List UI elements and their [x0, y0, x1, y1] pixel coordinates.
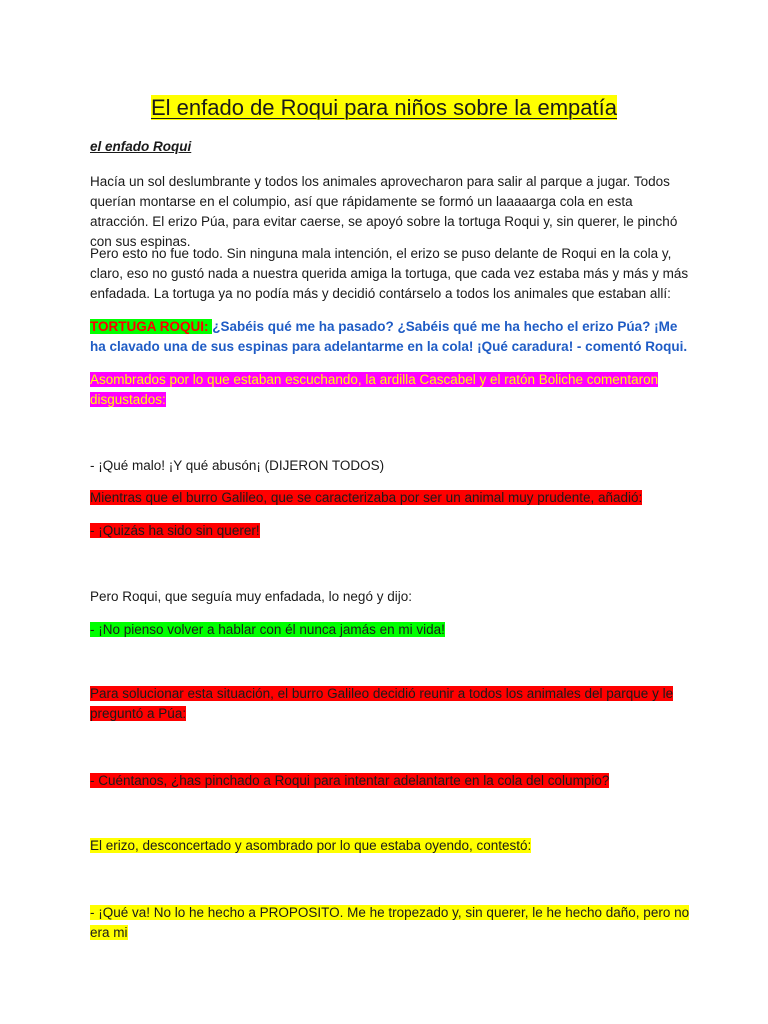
paragraph-astonished — [90, 370, 690, 410]
hedgehog-answered-text: El erizo, desconcertado y asombrado por lo que estaba oyendo, contestó: — [90, 838, 532, 853]
question-pua-text: - Cuéntanos, ¿has pinchado a Roqui para intentar adelantarte en la cola del columpio? — [90, 773, 610, 788]
paragraph-roqui-speech — [90, 317, 690, 357]
not-on-purpose-text: - ¡Qué va! No lo he hecho a PROPOSITO. Me he tropezado y, sin querer, le he hecho daño, pero no era mi — [90, 905, 690, 940]
paragraph-galileo-gathers — [90, 684, 690, 724]
paragraph-roqui-denied: Pero Roqui, que seguía muy enfadada, lo negó y dijo: — [90, 589, 412, 604]
paragraph-continuation: Pero esto no fue todo. Sin ninguna mala intención, el erizo se puso delante de Roqui en la cola y, claro, eso no gustó nada a nuestra querida amiga la tortuga, que cada vez estaba más y más y más enfadada. La tortuga ya no podía más y decidió contárselo a todos los animales que estaban allí: — [90, 246, 689, 301]
paragraph-not-on-purpose — [90, 903, 690, 943]
paragraph-never-speak — [90, 620, 690, 640]
paragraph-question-pua — [90, 771, 690, 791]
document-title-text: El enfado de Roqui para niños sobre la empatía — [151, 95, 617, 120]
galileo-added-text: Mientras que el burro Galileo, que se caracterizaba por ser un animal muy prudente, añadió: — [90, 490, 643, 505]
paragraph-hedgehog-answered — [90, 836, 690, 856]
astonished-text: Asombrados por lo que estaban escuchando, la ardilla Cascabel y el ratón Boliche comentaron disgustados: — [90, 372, 659, 407]
document-title — [0, 94, 768, 122]
paragraph-galileo-added — [90, 488, 690, 508]
roqui-speech-text: ¿Sabéis qué me ha pasado? ¿Sabéis qué me ha hecho el erizo Púa? ¡Me ha clavado una de sus espinas para adelantarme en la cola! ¡Qué caradura! - comentó Roqui. — [90, 319, 688, 354]
paragraph-maybe-accident — [90, 521, 690, 541]
paragraph-intro: Hacía un sol deslumbrante y todos los animales aprovecharon para salir al parque a jugar. Todos querían montarse en el columpio, así que rápidamente se formó un laaaaarga cola en esta atracción. El erizo Púa, para evitar caerse, se apoyó sobre la tortuga Roqui y, sin querer, le pinchó con sus espinas. — [90, 174, 678, 249]
section-subtitle: el enfado Roqui — [90, 139, 192, 154]
paragraph-all-said: - ¡Qué malo! ¡Y qué abusón¡ (DIJERON TODOS) — [90, 458, 385, 473]
never-speak-text: - ¡No pienso volver a hablar con él nunca jamás en mi vida! — [90, 622, 445, 637]
maybe-accident-text: - ¡Quizás ha sido sin querer! — [90, 523, 260, 538]
speaker-label: TORTUGA ROQUI: — [90, 319, 213, 334]
galileo-gathers-text: Para solucionar esta situación, el burro Galileo decidió reunir a todos los animales del parque y le preguntó a Púa: — [90, 686, 674, 721]
